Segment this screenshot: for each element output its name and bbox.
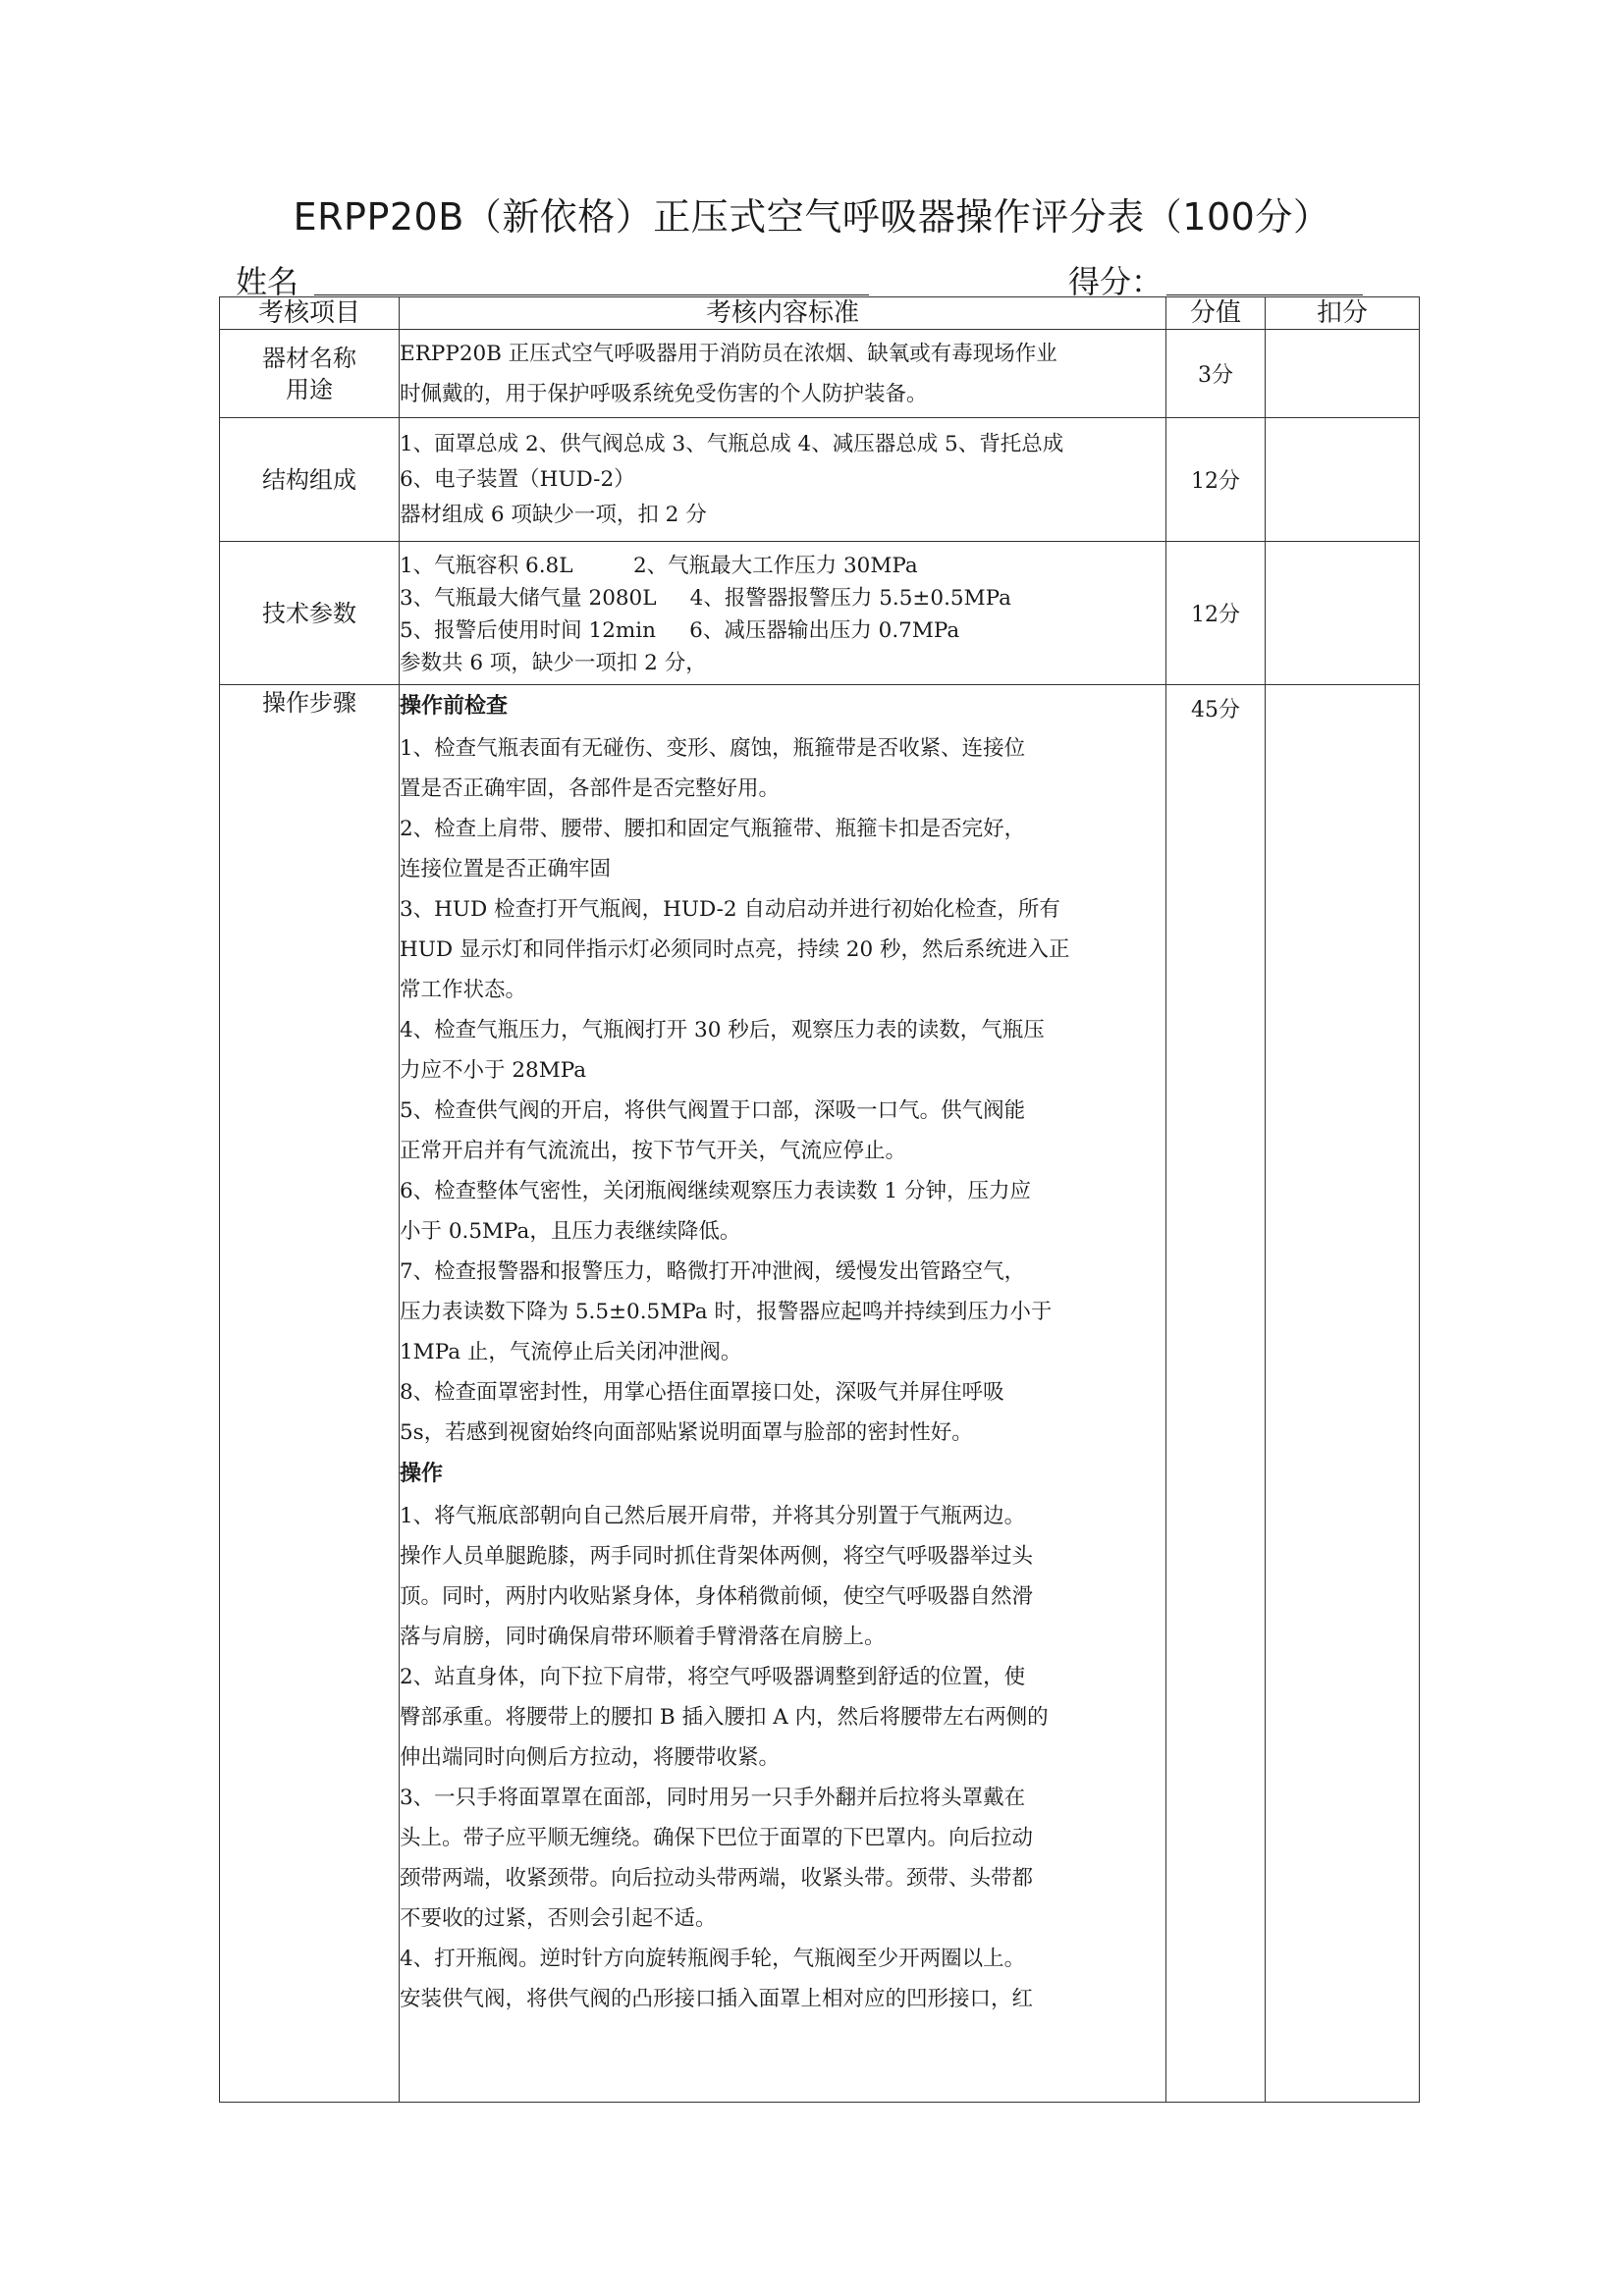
- section-heading: 操作前检查: [400, 694, 509, 719]
- deduction-cell[interactable]: [1266, 418, 1420, 542]
- table-header-row: [220, 297, 1420, 330]
- content-line: 力应不小于 28MPa: [400, 1058, 587, 1083]
- content-line: 5、检查供气阀的开启，将供气阀置于口部，深吸一口气。供气阀能: [400, 1098, 1026, 1123]
- item-cell: 结构组成: [220, 418, 400, 542]
- item-label-line: 器材名称: [262, 344, 356, 372]
- content-line: 器材组成 6 项缺少一项，扣 2 分: [400, 502, 707, 527]
- section-heading: 操作: [400, 1462, 444, 1486]
- content-line: 顶。同时，两肘内收贴紧身体，身体稍微前倾，使空气呼吸器自然滑: [400, 1584, 1034, 1609]
- content-line: 压力表读数下降为 5.5±0.5MPa 时，报警器应起鸣并持续到压力小于: [400, 1300, 1053, 1324]
- content-line: 5s，若感到视窗始终向面部贴紧说明面罩与脸部的密封性好。: [400, 1420, 973, 1445]
- content-line: 7、检查报警器和报警压力，略微打开冲泄阀，缓慢发出管路空气，: [400, 1259, 1026, 1284]
- content-line: 5、报警后使用时间 12min 6、减压器输出压力 0.7MPa: [400, 617, 960, 643]
- content-line: 1、面罩总成 2、供气阀总成 3、气瓶总成 4、减压器总成 5、背托总成: [400, 431, 1064, 456]
- table-row-operation-steps: [220, 685, 1420, 2103]
- content-line: 常工作状态。: [400, 978, 527, 1002]
- table-row-parameters: [220, 542, 1420, 685]
- column-header-score: 分值: [1166, 297, 1266, 330]
- deduction-cell[interactable]: [1266, 542, 1420, 685]
- score-cell: 3分: [1166, 330, 1266, 418]
- score-field-line[interactable]: [1166, 294, 1363, 295]
- scoring-table: [219, 296, 1420, 2103]
- content-line: 置是否正确牢固，各部件是否完整好用。: [400, 776, 781, 801]
- table-row-structure: [220, 418, 1420, 542]
- content-line: 6、检查整体气密性，关闭瓶阀继续观察压力表读数 1 分钟，压力应: [400, 1179, 1032, 1203]
- content-line: 3、一只手将面罩罩在面部，同时用另一只手外翻并后拉将头罩戴在: [400, 1786, 1026, 1810]
- content-line: 操作人员单腿跪膝，两手同时抓住背架体两侧，将空气呼吸器举过头: [400, 1544, 1034, 1569]
- content-line: 1MPa 止，气流停止后关闭冲泄阀。: [400, 1340, 742, 1364]
- content-line: 连接位置是否正确牢固: [400, 857, 612, 881]
- content-line: 8、检查面罩密封性，用掌心捂住面罩接口处，深吸气并屏住呼吸: [400, 1380, 1004, 1405]
- column-header-item: 考核项目: [220, 297, 400, 330]
- content-cell: [400, 685, 1166, 2103]
- content-cell: [400, 330, 1166, 418]
- content-line: 4、打开瓶阀。逆时针方向旋转瓶阀手轮，气瓶阀至少开两圈以上。: [400, 1947, 1026, 1971]
- content-line: 不要收的过紧，否则会引起不适。: [400, 1906, 717, 1931]
- item-cell: [220, 330, 400, 418]
- deduction-cell[interactable]: [1266, 685, 1420, 2103]
- name-score-row: [236, 257, 1365, 298]
- page-title: ERPP20B（新依格）正压式空气呼吸器操作评分表（100分）: [293, 195, 1331, 239]
- score-cell: 12分: [1166, 542, 1266, 685]
- content-line: 1、检查气瓶表面有无碰伤、变形、腐蚀，瓶箍带是否收紧、连接位: [400, 736, 1026, 761]
- score-cell: 45分: [1166, 685, 1266, 2103]
- item-cell: 操作步骤: [220, 685, 400, 2103]
- content-line: 时佩戴的，用于保护呼吸系统免受伤害的个人防护装备。: [400, 381, 928, 406]
- content-line: 伸出端同时向侧后方拉动，将腰带收紧。: [400, 1745, 781, 1770]
- content-line: 3、HUD 检查打开气瓶阀，HUD-2 自动启动并进行初始化检查，所有: [400, 897, 1060, 922]
- content-line: 1、气瓶容积 6.8L 2、气瓶最大工作压力 30MPa: [400, 553, 918, 578]
- name-label: 姓名: [236, 263, 299, 300]
- content-line: 正常开启并有气流流出，按下节气开关，气流应停止。: [400, 1139, 907, 1163]
- column-header-deduction: 扣分: [1266, 297, 1420, 330]
- content-line: 落与肩膀，同时确保肩带环顺着手臂滑落在肩膀上。: [400, 1625, 886, 1649]
- content-line: ERPP20B 正压式空气呼吸器用于消防员在浓烟、缺氧或有毒现场作业: [400, 341, 1057, 366]
- content-line: 4、检查气瓶压力，气瓶阀打开 30 秒后，观察压力表的读数，气瓶压: [400, 1018, 1045, 1042]
- content-line: HUD 显示灯和同伴指示灯必须同时点亮，持续 20 秒，然后系统进入正: [400, 937, 1070, 962]
- column-header-content: 考核内容标准: [400, 297, 1166, 330]
- content-line: 臀部承重。将腰带上的腰扣 B 插入腰扣 A 内，然后将腰带左右两侧的: [400, 1705, 1049, 1730]
- content-line: 1、将气瓶底部朝向自己然后展开肩带，并将其分别置于气瓶两边。: [400, 1504, 1026, 1528]
- table-row-purpose: [220, 330, 1420, 418]
- item-cell: 技术参数: [220, 542, 400, 685]
- content-line: 2、检查上肩带、腰带、腰扣和固定气瓶箍带、瓶箍卡扣是否完好，: [400, 817, 1026, 841]
- score-cell: 12分: [1166, 418, 1266, 542]
- content-line: 参数共 6 项，缺少一项扣 2 分，: [400, 650, 707, 675]
- item-label-line: 用途: [286, 375, 333, 403]
- content-line: 2、站直身体，向下拉下肩带，将空气呼吸器调整到舒适的位置，使: [400, 1665, 1026, 1689]
- content-line: 小于 0.5MPa，且压力表继续降低。: [400, 1219, 741, 1244]
- content-cell: [400, 418, 1166, 542]
- score-label: 得分：: [1068, 263, 1164, 300]
- content-line: 3、气瓶最大储气量 2080L 4、报警器报警压力 5.5±0.5MPa: [400, 585, 1011, 611]
- content-line: 6、电子装置（HUD-2）: [400, 466, 635, 492]
- name-field-line[interactable]: [314, 294, 869, 295]
- content-cell: [400, 542, 1166, 685]
- content-line: 头上。带子应平顺无缠绕。确保下巴位于面罩的下巴罩内。向后拉动: [400, 1826, 1034, 1850]
- content-line: 安装供气阀，将供气阀的凸形接口插入面罩上相对应的凹形接口，红: [400, 1987, 1034, 2011]
- content-line: 颈带两端，收紧颈带。向后拉动头带两端，收紧头带。颈带、头带都: [400, 1866, 1034, 1891]
- deduction-cell[interactable]: [1266, 330, 1420, 418]
